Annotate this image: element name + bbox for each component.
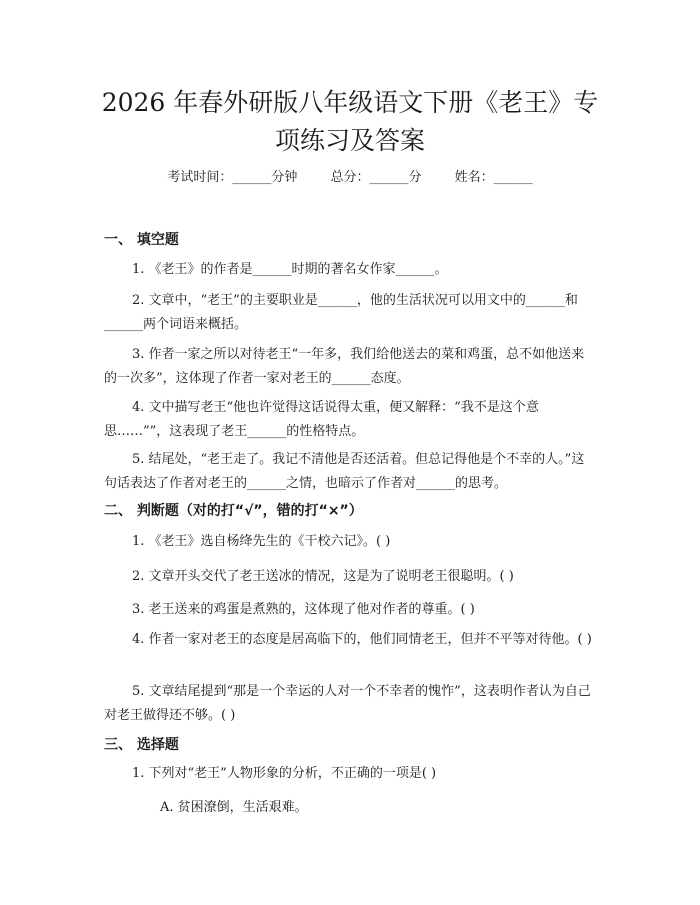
section-heading-true-false: 二、 判断题（对的打“√”，错的打“×”）: [104, 503, 363, 519]
section-heading-fill-blank: 一、 填空题: [104, 232, 179, 248]
fill-blank-question-1: 1. 《老王》的作者是______时期的著名女作家______。: [132, 262, 448, 277]
student-name-field: 姓名：______: [454, 170, 533, 185]
fill-blank-question-3: 3. 作者一家之所以对待老王“一年多，我们给他送去的菜和鸡蛋，总不如他送来的一次多”，这体现了作者一家对老王的______态度。: [104, 347, 585, 386]
section-heading-multiple-choice: 三、 选择题: [104, 737, 179, 753]
true-false-question-5: 5. 文章结尾提到“那是一个幸运的人对一个不幸者的愧怍”，这表明作者认为自己对老王做得还不够。( ): [104, 684, 591, 723]
document-title-line-2: 项练习及答案: [274, 126, 425, 155]
fill-blank-question-2: 2. 文章中，“老王”的主要职业是______，他的生活状况可以用文中的______和______两个词语来概括。: [104, 293, 578, 332]
document-title-line-1: 2026 年春外研版八年级语文下册《老王》专: [101, 88, 599, 117]
multiple-choice-question-1: 1. 下列对“老王”人物形象的分析，不正确的一项是( ): [132, 766, 437, 781]
true-false-question-4: 4. 作者一家对老王的态度是居高临下的，他们同情老王，但并不平等对待他。( ): [132, 632, 592, 647]
true-false-question-3: 3. 老王送来的鸡蛋是煮熟的，这体现了他对作者的尊重。( ): [132, 602, 475, 617]
true-false-question-1: 1. 《老王》选自杨绛先生的《干校六记》。( ): [132, 534, 391, 549]
exam-meta-line: [0, 169, 700, 187]
fill-blank-question-4: 4. 文中描写老王“他也许觉得这话说得太重，便又解释：“我不是这个意思……””，这表现了老王______的性格特点。: [104, 400, 539, 439]
total-score-field: 总分：______分: [330, 170, 422, 185]
exam-time-field: 考试时间：______分钟: [167, 170, 298, 185]
fill-blank-question-5: 5. 结尾处，“老王走了。我记不清他是否还活着。但总记得他是个不幸的人。”这句话表达了作者对老王的______之情，也暗示了作者对______的思考。: [104, 452, 585, 491]
true-false-question-2: 2. 文章开头交代了老王送冰的情况，这是为了说明老王很聪明。( ): [132, 569, 514, 584]
multiple-choice-question-1-option-a: A. 贫困潦倒，生活艰难。: [160, 800, 308, 815]
